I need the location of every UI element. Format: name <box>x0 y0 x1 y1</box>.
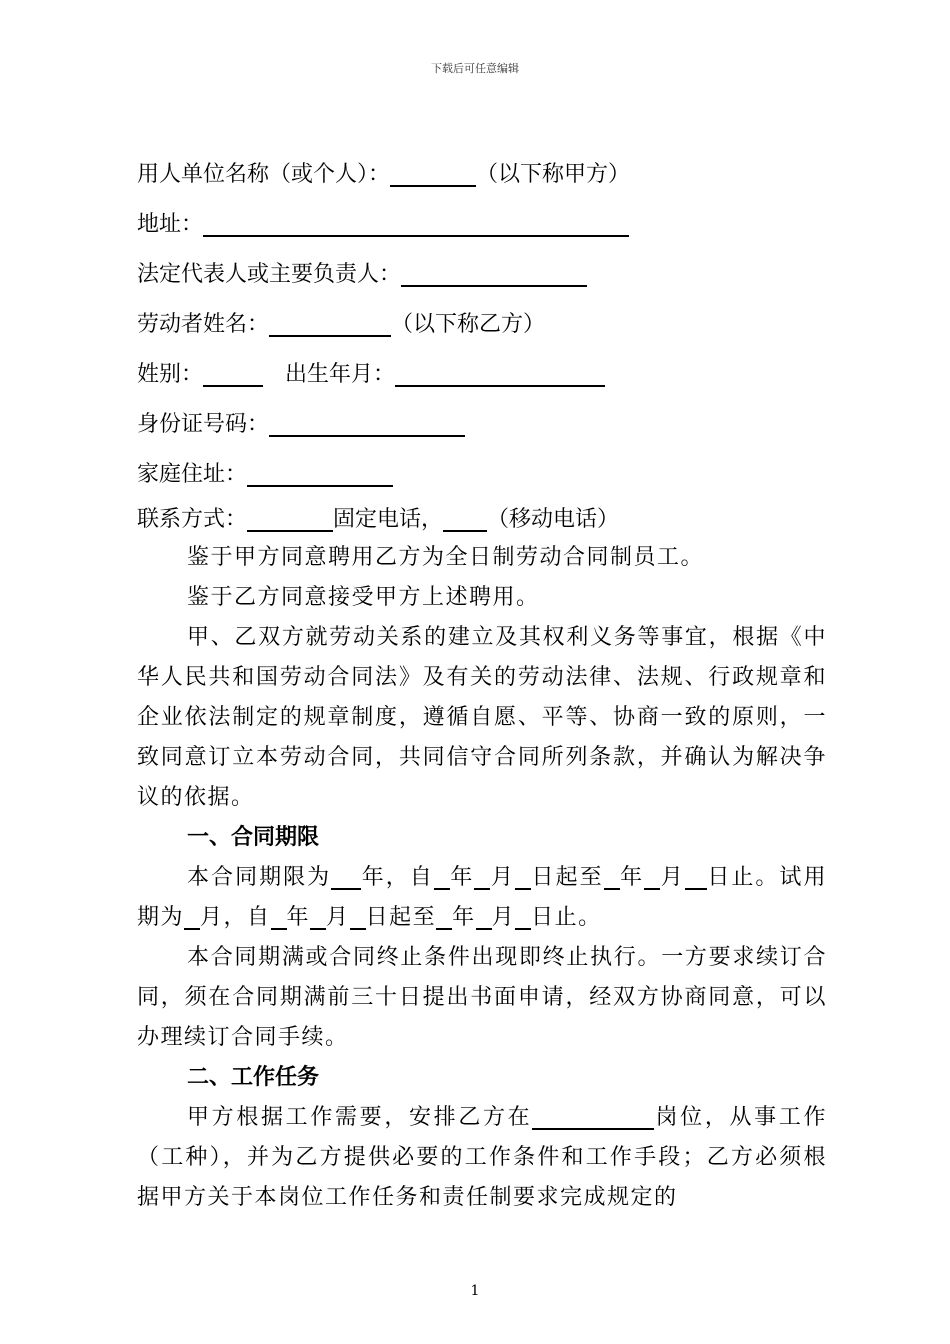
term-text: 本合同期限为 <box>187 865 332 890</box>
home-address-line <box>137 450 827 500</box>
page-number: 1 <box>470 1283 480 1299</box>
work-task-text-a: 甲方根据工作需要，安排乙方在 <box>187 1105 533 1130</box>
term-text: 月 <box>660 865 685 890</box>
term-text: 日起至 <box>365 905 437 930</box>
work-task-text-b: 岗位，从事工作（工种），并为乙方提供必要的工作条件和工作手段；乙方必须根据甲方关于本岗位工作任务和责任制要求完成规定的 <box>137 1105 827 1210</box>
position-blank[interactable] <box>532 1104 654 1130</box>
intro-paragraph-1: 鉴于甲方同意聘用乙方为全日制劳动合同制员工。 <box>187 545 705 570</box>
home-address-blank[interactable] <box>247 461 393 487</box>
start-day-blank[interactable] <box>515 864 531 890</box>
intro-paragraph-3: 甲、乙双方就劳动关系的建立及其权利义务等事宜，根据《中华人民共和国劳动合同法》及有关的劳动法律、法规、行政规章和企业依法制定的规章制度，遵循自愿、平等、协商一致的原则，一致同意订立本劳动合同，共同信守合同所列条款，并确认为解决争议的依据。 <box>137 625 827 810</box>
probation-start-day-blank[interactable] <box>350 904 366 930</box>
section-2-title: 二、工作任务 <box>187 1065 320 1090</box>
worker-name-label: 劳动者姓名： <box>137 312 270 337</box>
gender-birth-line <box>137 350 827 400</box>
address-label: 地址： <box>137 212 204 237</box>
term-text: 月，自 <box>200 905 271 930</box>
employer-suffix: （以下称甲方） <box>476 162 631 187</box>
renewal-paragraph: 本合同期满或合同终止条件出现即终止执行。一方要求续订合同，须在合同期满前三十日提出书面申请，经双方协商同意，可以办理续订合同手续。 <box>137 945 827 1050</box>
contact-label: 联系方式： <box>137 507 248 532</box>
legal-rep-blank[interactable] <box>401 261 587 287</box>
worker-name-suffix: （以下称乙方） <box>391 312 546 337</box>
term-text: 月 <box>326 905 350 930</box>
contract-body <box>137 150 827 1218</box>
worker-name-blank[interactable] <box>269 311 391 337</box>
id-label: 身份证号码： <box>137 412 270 437</box>
mobile-label: （移动电话） <box>487 507 620 532</box>
home-address-label: 家庭住址： <box>137 462 248 487</box>
id-line <box>137 400 827 450</box>
term-text: 日止。 <box>531 905 602 930</box>
probation-start-month-blank[interactable] <box>310 904 326 930</box>
address-blank[interactable] <box>203 211 629 237</box>
intro-paragraph-2: 鉴于乙方同意接受甲方上述聘用。 <box>187 585 540 610</box>
term-text: 日止。试用期为 <box>137 865 827 930</box>
term-text: 年 <box>619 865 645 890</box>
fixed-phone-label: 固定电话， <box>333 507 444 532</box>
term-years-blank[interactable] <box>331 864 361 890</box>
birth-label: 出生年月： <box>285 362 396 387</box>
end-year-blank[interactable] <box>604 864 620 890</box>
section-1-title: 一、合同期限 <box>187 825 320 850</box>
page-header: 下载后可任意编辑 <box>431 62 519 75</box>
employer-line <box>137 150 827 200</box>
legal-rep-label: 法定代表人或主要负责人： <box>137 262 402 287</box>
probation-end-month-blank[interactable] <box>476 904 492 930</box>
start-year-blank[interactable] <box>434 864 450 890</box>
probation-end-day-blank[interactable] <box>515 904 531 930</box>
probation-months-blank[interactable] <box>184 904 200 930</box>
term-text: 日起至 <box>531 865 604 890</box>
probation-end-year-blank[interactable] <box>436 904 452 930</box>
contact-line <box>137 500 827 538</box>
probation-start-year-blank[interactable] <box>271 904 287 930</box>
term-text: 年 <box>286 905 311 930</box>
mobile-blank[interactable] <box>443 506 487 532</box>
end-day-blank[interactable] <box>685 864 707 890</box>
employer-label: 用人单位名称（或个人）： <box>137 162 391 187</box>
worker-name-line <box>137 300 827 350</box>
end-month-blank[interactable] <box>644 864 660 890</box>
gender-blank[interactable] <box>203 361 263 387</box>
term-text: 年 <box>452 905 476 930</box>
employer-blank[interactable] <box>390 161 476 187</box>
gender-label: 姓别： <box>137 362 204 387</box>
term-text: 月 <box>491 905 516 930</box>
legal-rep-line <box>137 250 827 300</box>
fixed-phone-blank[interactable] <box>247 506 333 532</box>
work-task-paragraph <box>137 1098 827 1218</box>
id-blank[interactable] <box>269 411 465 437</box>
contract-term-paragraph <box>137 858 827 938</box>
term-text: 月 <box>490 865 515 890</box>
start-month-blank[interactable] <box>474 864 490 890</box>
birth-blank[interactable] <box>395 361 605 387</box>
term-text: 年，自 <box>361 865 434 890</box>
address-line <box>137 200 827 250</box>
term-text: 年 <box>449 865 475 890</box>
